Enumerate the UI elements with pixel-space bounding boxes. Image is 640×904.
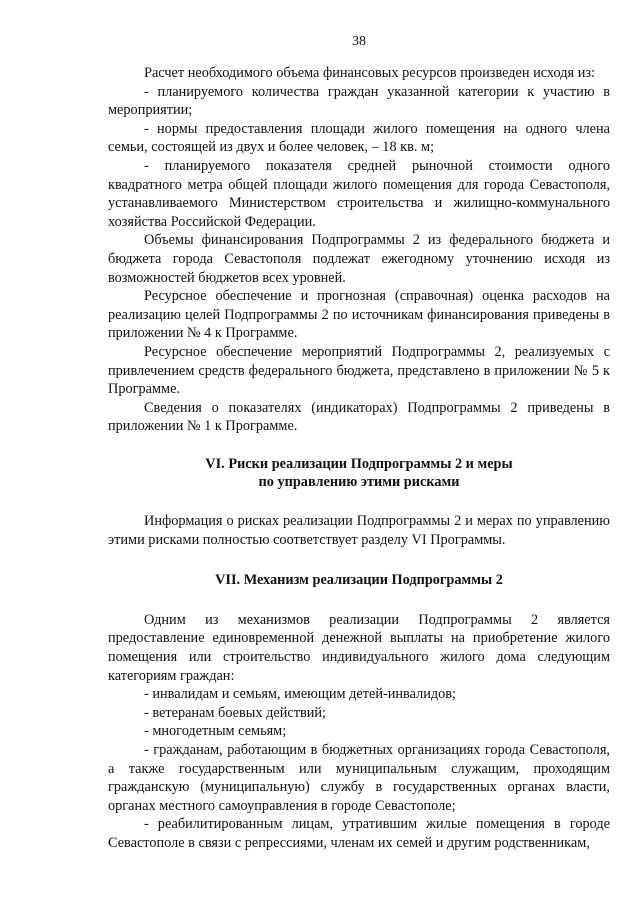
list-item-public-employees: - гражданам, работающим в бюджетных организациях города Севастополя, а также государственным или муниципальным служащим, проходящим гражданскую (муниципальную) службу в государственных органах власти, органах местного самоуправления в городе Севастополе; <box>108 742 610 814</box>
section7-heading: VII. Механизм реализации Подпрограммы 2 <box>215 572 503 589</box>
page-number: 38 <box>352 34 366 49</box>
list-item-market-price: - планируемого показателя средней рыночной стоимости одного квадратного метра общей площади жилого помещения для города Севастополя, устанавливаемого Министерством строительства и жилищно-коммунального хозяйства Российской Федерации. <box>108 157 610 230</box>
document-content <box>108 64 610 853</box>
list-item-area-norm: - нормы предоставления площади жилого помещения на одного члена семьи, состоящей из двух и более человек, – 18 кв. м; <box>108 120 610 156</box>
list-item-veterans: - ветеранам боевых действий; <box>144 704 326 721</box>
section6-heading-line2: по управлению этими рисками <box>258 474 460 491</box>
list-item-disabled: - инвалидам и семьям, имеющим детей-инвалидов; <box>144 686 457 703</box>
funding-calc-paragraph: Расчет необходимого объема финансовых ресурсов произведен исходя из: <box>144 65 595 81</box>
section7-intro: Одним из механизмов реализации Подпрограммы 2 является предоставление единовременной денежной выплаты на приобретение жилого помещения или строительство индивидуального жилого дома следующим категориям граждан: <box>108 611 610 684</box>
list-item-rehabilitated: - реабилитированным лицам, утратившим жилые помещения в городе Севастополе в связи с репрессиями, членам их семей и другим родственникам, <box>108 816 610 851</box>
list-item-large-families: - многодетным семьям; <box>144 723 287 740</box>
resource-estimate-paragraph: Ресурсное обеспечение и прогнозная (справочная) оценка расходов на реализацию целей Подпрограммы 2 по источникам финансирования приведены в приложении № 4 к Программе. <box>108 288 610 342</box>
list-item-citizens-count: - планируемого количества граждан указанной категории к участию в мероприятии; <box>108 83 610 119</box>
federal-funding-paragraph: Ресурсное обеспечение мероприятий Подпрограммы 2, реализуемых с привлечением средств федерального бюджета, представлено в приложении № 5 к Программе. <box>108 343 610 398</box>
funding-volume-paragraph: Объемы финансирования Подпрограммы 2 из федерального бюджета и бюджета города Севастополя подлежат ежегодному уточнению исходя из возможностей бюджетов всех уровней. <box>108 232 610 286</box>
section6-text: Информация о рисках реализации Подпрограммы 2 и мерах по управлению этими рисками полностью соответствует разделу VI Программы. <box>108 513 610 548</box>
indicators-paragraph: Сведения о показателях (индикаторах) Подпрограммы 2 приведены в приложении № 1 к Программе. <box>108 399 610 435</box>
section6-heading-line1: VI. Риски реализации Подпрограммы 2 и меры <box>205 455 513 472</box>
